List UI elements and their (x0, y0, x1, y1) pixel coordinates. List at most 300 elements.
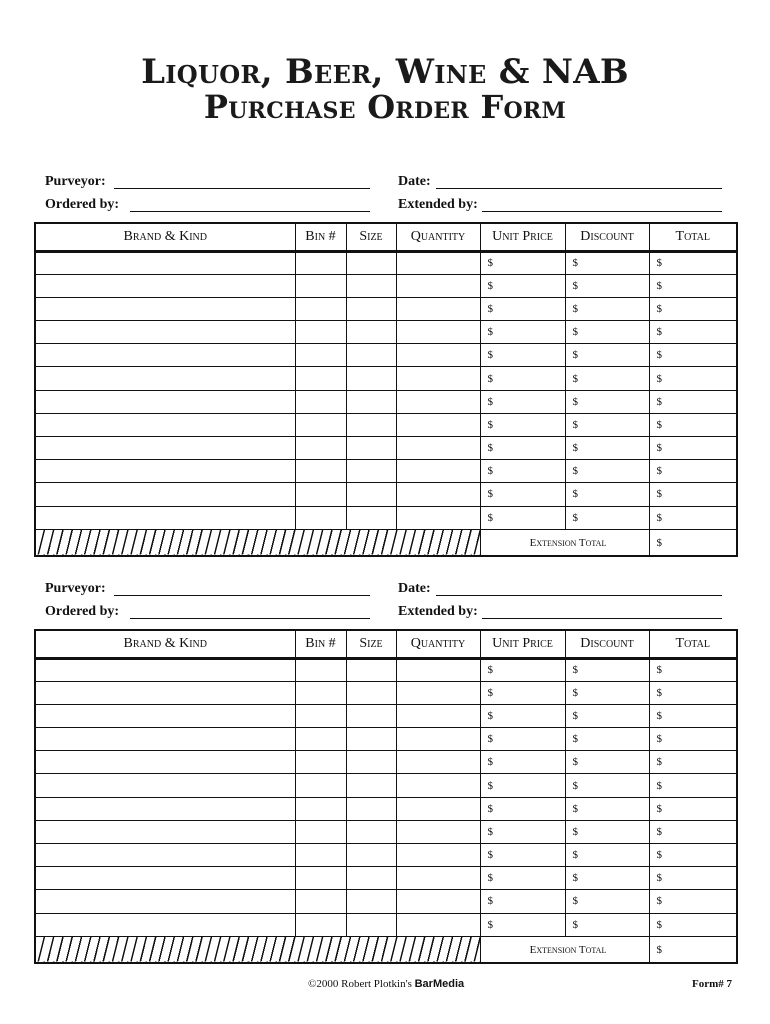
cell-quantity[interactable] (396, 297, 480, 320)
currency-symbol: $ (487, 511, 493, 524)
currency-symbol: $ (487, 802, 493, 815)
cell-size[interactable] (346, 251, 396, 274)
cell-bin[interactable] (295, 367, 346, 390)
table-row (35, 728, 737, 751)
hatched-area (35, 936, 480, 963)
extension-total-cell[interactable] (649, 936, 737, 963)
column-header-total: Total (649, 223, 737, 251)
cell-unit-price[interactable] (480, 751, 565, 774)
cell-unit-price[interactable] (480, 728, 565, 751)
cell-size[interactable] (346, 297, 396, 320)
cell-bin[interactable] (295, 483, 346, 506)
table-row (35, 437, 737, 460)
cell-size[interactable] (346, 867, 396, 890)
cell-total[interactable] (649, 797, 737, 820)
cell-size[interactable] (346, 658, 396, 681)
cell-size[interactable] (346, 774, 396, 797)
currency-symbol: $ (572, 257, 578, 270)
currency-symbol: $ (487, 849, 493, 862)
extension-total-row (35, 936, 737, 963)
currency-symbol: $ (656, 895, 662, 908)
cell-bin[interactable] (295, 437, 346, 460)
currency-symbol: $ (487, 733, 493, 746)
cell-size[interactable] (346, 681, 396, 704)
table-row (35, 274, 737, 297)
cell-total[interactable] (649, 890, 737, 913)
extended-by-label: Extended by: (398, 604, 478, 619)
currency-symbol: $ (656, 279, 662, 292)
currency-symbol: $ (656, 686, 662, 699)
cell-quantity[interactable] (396, 437, 480, 460)
cell-size[interactable] (346, 437, 396, 460)
currency-symbol: $ (656, 709, 662, 722)
cell-brand-kind[interactable] (35, 321, 295, 344)
cell-quantity[interactable] (396, 274, 480, 297)
cell-brand-kind[interactable] (35, 274, 295, 297)
cell-brand-kind[interactable] (35, 913, 295, 936)
table-row (35, 913, 737, 936)
table-row (35, 704, 737, 727)
cell-size[interactable] (346, 390, 396, 413)
cell-total[interactable] (649, 867, 737, 890)
cell-size[interactable] (346, 704, 396, 727)
cell-total[interactable] (649, 321, 737, 344)
cell-brand-kind[interactable] (35, 437, 295, 460)
extension-total-label: Extension Total (480, 529, 649, 556)
cell-brand-kind[interactable] (35, 797, 295, 820)
currency-symbol: $ (572, 511, 578, 524)
cell-size[interactable] (346, 820, 396, 843)
extended-by-label: Extended by: (398, 197, 478, 212)
cell-discount[interactable] (565, 797, 649, 820)
cell-unit-price[interactable] (480, 797, 565, 820)
currency-symbol: $ (487, 465, 493, 478)
order-table-1 (34, 222, 738, 557)
column-header-quantity: Quantity (396, 223, 480, 251)
currency-symbol: $ (656, 395, 662, 408)
currency-symbol: $ (572, 326, 578, 339)
currency-symbol: $ (572, 779, 578, 792)
currency-symbol: $ (656, 943, 662, 956)
cell-bin[interactable] (295, 751, 346, 774)
cell-size[interactable] (346, 321, 396, 344)
cell-discount[interactable] (565, 774, 649, 797)
cell-unit-price[interactable] (480, 774, 565, 797)
table-row (35, 820, 737, 843)
extended-by-field[interactable] (482, 618, 722, 619)
cell-discount[interactable] (565, 658, 649, 681)
cell-total[interactable] (649, 728, 737, 751)
cell-size[interactable] (346, 367, 396, 390)
cell-bin[interactable] (295, 820, 346, 843)
cell-quantity[interactable] (396, 413, 480, 436)
column-header-brand-kind: Brand & Kind (35, 223, 295, 251)
cell-quantity[interactable] (396, 390, 480, 413)
currency-symbol: $ (487, 709, 493, 722)
cell-brand-kind[interactable] (35, 774, 295, 797)
cell-size[interactable] (346, 844, 396, 867)
currency-symbol: $ (487, 756, 493, 769)
cell-discount[interactable] (565, 321, 649, 344)
currency-symbol: $ (572, 279, 578, 292)
cell-total[interactable] (649, 913, 737, 936)
currency-symbol: $ (487, 372, 493, 385)
cell-brand-kind[interactable] (35, 658, 295, 681)
cell-total[interactable] (649, 658, 737, 681)
form-title-line1: Liquor, Beer, Wine & NAB (141, 52, 629, 92)
currency-symbol: $ (572, 395, 578, 408)
cell-bin[interactable] (295, 774, 346, 797)
currency-symbol: $ (656, 849, 662, 862)
cell-brand-kind[interactable] (35, 844, 295, 867)
cell-unit-price[interactable] (480, 890, 565, 913)
cell-bin[interactable] (295, 844, 346, 867)
cell-total[interactable] (649, 774, 737, 797)
date-label: Date: (398, 581, 431, 596)
cell-unit-price[interactable] (480, 506, 565, 529)
cell-size[interactable] (346, 460, 396, 483)
cell-bin[interactable] (295, 506, 346, 529)
cell-total[interactable] (649, 367, 737, 390)
cell-unit-price[interactable] (480, 704, 565, 727)
currency-symbol: $ (656, 488, 662, 501)
cell-unit-price[interactable] (480, 867, 565, 890)
ordered-by-field[interactable] (130, 211, 370, 212)
currency-symbol: $ (572, 733, 578, 746)
table-row (35, 658, 737, 681)
cell-quantity[interactable] (396, 321, 480, 344)
table-row (35, 297, 737, 320)
currency-symbol: $ (656, 779, 662, 792)
cell-discount[interactable] (565, 413, 649, 436)
currency-symbol: $ (572, 664, 578, 677)
cell-unit-price[interactable] (480, 251, 565, 274)
currency-symbol: $ (572, 802, 578, 815)
cell-quantity[interactable] (396, 844, 480, 867)
cell-quantity[interactable] (396, 344, 480, 367)
extension-total-label: Extension Total (480, 936, 649, 963)
currency-symbol: $ (572, 302, 578, 315)
cell-bin[interactable] (295, 413, 346, 436)
cell-unit-price[interactable] (480, 913, 565, 936)
table-row (35, 681, 737, 704)
currency-symbol: $ (487, 895, 493, 908)
cell-discount[interactable] (565, 390, 649, 413)
cell-brand-kind[interactable] (35, 297, 295, 320)
cell-brand-kind[interactable] (35, 413, 295, 436)
currency-symbol: $ (487, 395, 493, 408)
cell-bin[interactable] (295, 867, 346, 890)
table-row (35, 890, 737, 913)
cell-brand-kind[interactable] (35, 367, 295, 390)
cell-size[interactable] (346, 751, 396, 774)
cell-total[interactable] (649, 297, 737, 320)
currency-symbol: $ (572, 756, 578, 769)
cell-quantity[interactable] (396, 506, 480, 529)
cell-brand-kind[interactable] (35, 506, 295, 529)
currency-symbol: $ (572, 918, 578, 931)
cell-brand-kind[interactable] (35, 867, 295, 890)
cell-discount[interactable] (565, 297, 649, 320)
cell-quantity[interactable] (396, 483, 480, 506)
column-header-size: Size (346, 630, 396, 658)
table-row (35, 506, 737, 529)
cell-unit-price[interactable] (480, 297, 565, 320)
table-row (35, 413, 737, 436)
cell-discount[interactable] (565, 344, 649, 367)
currency-symbol: $ (656, 825, 662, 838)
cell-brand-kind[interactable] (35, 751, 295, 774)
cell-discount[interactable] (565, 913, 649, 936)
table-row (35, 390, 737, 413)
cell-brand-kind[interactable] (35, 460, 295, 483)
cell-total[interactable] (649, 483, 737, 506)
cell-bin[interactable] (295, 390, 346, 413)
cell-bin[interactable] (295, 797, 346, 820)
cell-discount[interactable] (565, 728, 649, 751)
purveyor-label: Purveyor: (45, 174, 106, 189)
cell-discount[interactable] (565, 890, 649, 913)
currency-symbol: $ (572, 895, 578, 908)
cell-bin[interactable] (295, 658, 346, 681)
currency-symbol: $ (656, 465, 662, 478)
cell-bin[interactable] (295, 704, 346, 727)
form-title-line2: Purchase Order Form (203, 88, 567, 126)
cell-bin[interactable] (295, 251, 346, 274)
column-header-bin: Bin # (295, 630, 346, 658)
cell-discount[interactable] (565, 820, 649, 843)
cell-brand-kind[interactable] (35, 820, 295, 843)
cell-quantity[interactable] (396, 681, 480, 704)
column-header-size: Size (346, 223, 396, 251)
brand-name: BarMedia (414, 978, 465, 990)
currency-symbol: $ (656, 802, 662, 815)
cell-size[interactable] (346, 728, 396, 751)
cell-total[interactable] (649, 844, 737, 867)
cell-brand-kind[interactable] (35, 251, 295, 274)
extension-total-row (35, 529, 737, 556)
column-header-bin: Bin # (295, 223, 346, 251)
cell-total[interactable] (649, 390, 737, 413)
date-field[interactable] (436, 188, 722, 189)
table-row (35, 367, 737, 390)
cell-discount[interactable] (565, 437, 649, 460)
currency-symbol: $ (572, 849, 578, 862)
currency-symbol: $ (656, 664, 662, 677)
cell-unit-price[interactable] (480, 344, 565, 367)
cell-discount[interactable] (565, 367, 649, 390)
cell-total[interactable] (649, 274, 737, 297)
date-field[interactable] (436, 595, 722, 596)
order-table-2 (34, 629, 738, 964)
cell-total[interactable] (649, 251, 737, 274)
cell-discount[interactable] (565, 274, 649, 297)
cell-discount[interactable] (565, 844, 649, 867)
cell-unit-price[interactable] (480, 321, 565, 344)
cell-unit-price[interactable] (480, 844, 565, 867)
currency-symbol: $ (487, 279, 493, 292)
cell-quantity[interactable] (396, 367, 480, 390)
currency-symbol: $ (487, 418, 493, 431)
cell-discount[interactable] (565, 704, 649, 727)
cell-bin[interactable] (295, 460, 346, 483)
column-header-discount: Discount (565, 630, 649, 658)
ordered-by-label: Ordered by: (45, 197, 120, 212)
cell-discount[interactable] (565, 681, 649, 704)
table-row (35, 344, 737, 367)
cell-unit-price[interactable] (480, 274, 565, 297)
cell-total[interactable] (649, 751, 737, 774)
column-header-unit-price: Unit Price (480, 223, 565, 251)
cell-quantity[interactable] (396, 867, 480, 890)
cell-size[interactable] (346, 913, 396, 936)
ordered-by-field[interactable] (130, 618, 370, 619)
cell-quantity[interactable] (396, 797, 480, 820)
cell-discount[interactable] (565, 751, 649, 774)
cell-bin[interactable] (295, 728, 346, 751)
currency-symbol: $ (656, 326, 662, 339)
cell-quantity[interactable] (396, 890, 480, 913)
currency-symbol: $ (572, 372, 578, 385)
extended-by-field[interactable] (482, 211, 722, 212)
cell-size[interactable] (346, 797, 396, 820)
cell-quantity[interactable] (396, 460, 480, 483)
cell-unit-price[interactable] (480, 413, 565, 436)
currency-symbol: $ (656, 511, 662, 524)
cell-unit-price[interactable] (480, 460, 565, 483)
cell-total[interactable] (649, 437, 737, 460)
cell-bin[interactable] (295, 297, 346, 320)
cell-brand-kind[interactable] (35, 890, 295, 913)
cell-total[interactable] (649, 704, 737, 727)
cell-unit-price[interactable] (480, 390, 565, 413)
cell-bin[interactable] (295, 274, 346, 297)
currency-symbol: $ (572, 709, 578, 722)
cell-bin[interactable] (295, 681, 346, 704)
cell-bin[interactable] (295, 321, 346, 344)
copyright-text: ©2000 Robert Plotkin's (308, 978, 412, 990)
currency-symbol: $ (487, 686, 493, 699)
currency-symbol: $ (487, 442, 493, 455)
cell-quantity[interactable] (396, 774, 480, 797)
cell-size[interactable] (346, 483, 396, 506)
cell-unit-price[interactable] (480, 367, 565, 390)
currency-symbol: $ (656, 302, 662, 315)
cell-quantity[interactable] (396, 913, 480, 936)
table-row (35, 460, 737, 483)
cell-total[interactable] (649, 413, 737, 436)
currency-symbol: $ (656, 536, 662, 549)
column-header-total: Total (649, 630, 737, 658)
cell-size[interactable] (346, 413, 396, 436)
copyright-notice (308, 978, 464, 990)
cell-total[interactable] (649, 681, 737, 704)
cell-bin[interactable] (295, 913, 346, 936)
currency-symbol: $ (487, 918, 493, 931)
cell-total[interactable] (649, 820, 737, 843)
cell-size[interactable] (346, 890, 396, 913)
cell-brand-kind[interactable] (35, 483, 295, 506)
currency-symbol: $ (572, 442, 578, 455)
cell-unit-price[interactable] (480, 681, 565, 704)
currency-symbol: $ (487, 257, 493, 270)
cell-discount[interactable] (565, 867, 649, 890)
currency-symbol: $ (572, 488, 578, 501)
currency-symbol: $ (656, 372, 662, 385)
cell-brand-kind[interactable] (35, 681, 295, 704)
cell-quantity[interactable] (396, 704, 480, 727)
purveyor-label: Purveyor: (45, 581, 106, 596)
column-header-discount: Discount (565, 223, 649, 251)
currency-symbol: $ (487, 825, 493, 838)
cell-total[interactable] (649, 344, 737, 367)
currency-symbol: $ (572, 349, 578, 362)
cell-bin[interactable] (295, 344, 346, 367)
currency-symbol: $ (572, 872, 578, 885)
cell-discount[interactable] (565, 483, 649, 506)
table-row (35, 867, 737, 890)
extension-total-cell[interactable] (649, 529, 737, 556)
table-row (35, 774, 737, 797)
currency-symbol: $ (656, 442, 662, 455)
cell-discount[interactable] (565, 460, 649, 483)
cell-size[interactable] (346, 274, 396, 297)
column-header-quantity: Quantity (396, 630, 480, 658)
cell-brand-kind[interactable] (35, 390, 295, 413)
cell-brand-kind[interactable] (35, 704, 295, 727)
table-row (35, 251, 737, 274)
currency-symbol: $ (487, 349, 493, 362)
cell-quantity[interactable] (396, 251, 480, 274)
currency-symbol: $ (572, 465, 578, 478)
currency-symbol: $ (656, 257, 662, 270)
currency-symbol: $ (487, 326, 493, 339)
purveyor-field[interactable] (114, 595, 370, 596)
cell-brand-kind[interactable] (35, 344, 295, 367)
currency-symbol: $ (572, 418, 578, 431)
cell-total[interactable] (649, 506, 737, 529)
currency-symbol: $ (487, 779, 493, 792)
currency-symbol: $ (656, 918, 662, 931)
cell-size[interactable] (346, 506, 396, 529)
cell-unit-price[interactable] (480, 658, 565, 681)
currency-symbol: $ (487, 488, 493, 501)
form-number: Form# 7 (692, 978, 733, 990)
currency-symbol: $ (656, 756, 662, 769)
cell-discount[interactable] (565, 251, 649, 274)
cell-total[interactable] (649, 460, 737, 483)
currency-symbol: $ (656, 349, 662, 362)
cell-quantity[interactable] (396, 820, 480, 843)
hatched-area (35, 529, 480, 556)
cell-discount[interactable] (565, 506, 649, 529)
cell-size[interactable] (346, 344, 396, 367)
cell-bin[interactable] (295, 890, 346, 913)
cell-unit-price[interactable] (480, 437, 565, 460)
cell-unit-price[interactable] (480, 483, 565, 506)
table-row (35, 797, 737, 820)
cell-quantity[interactable] (396, 728, 480, 751)
currency-symbol: $ (572, 686, 578, 699)
date-label: Date: (398, 174, 431, 189)
table-row (35, 321, 737, 344)
cell-quantity[interactable] (396, 658, 480, 681)
cell-quantity[interactable] (396, 751, 480, 774)
cell-brand-kind[interactable] (35, 728, 295, 751)
purveyor-field[interactable] (114, 188, 370, 189)
currency-symbol: $ (487, 664, 493, 677)
cell-unit-price[interactable] (480, 820, 565, 843)
